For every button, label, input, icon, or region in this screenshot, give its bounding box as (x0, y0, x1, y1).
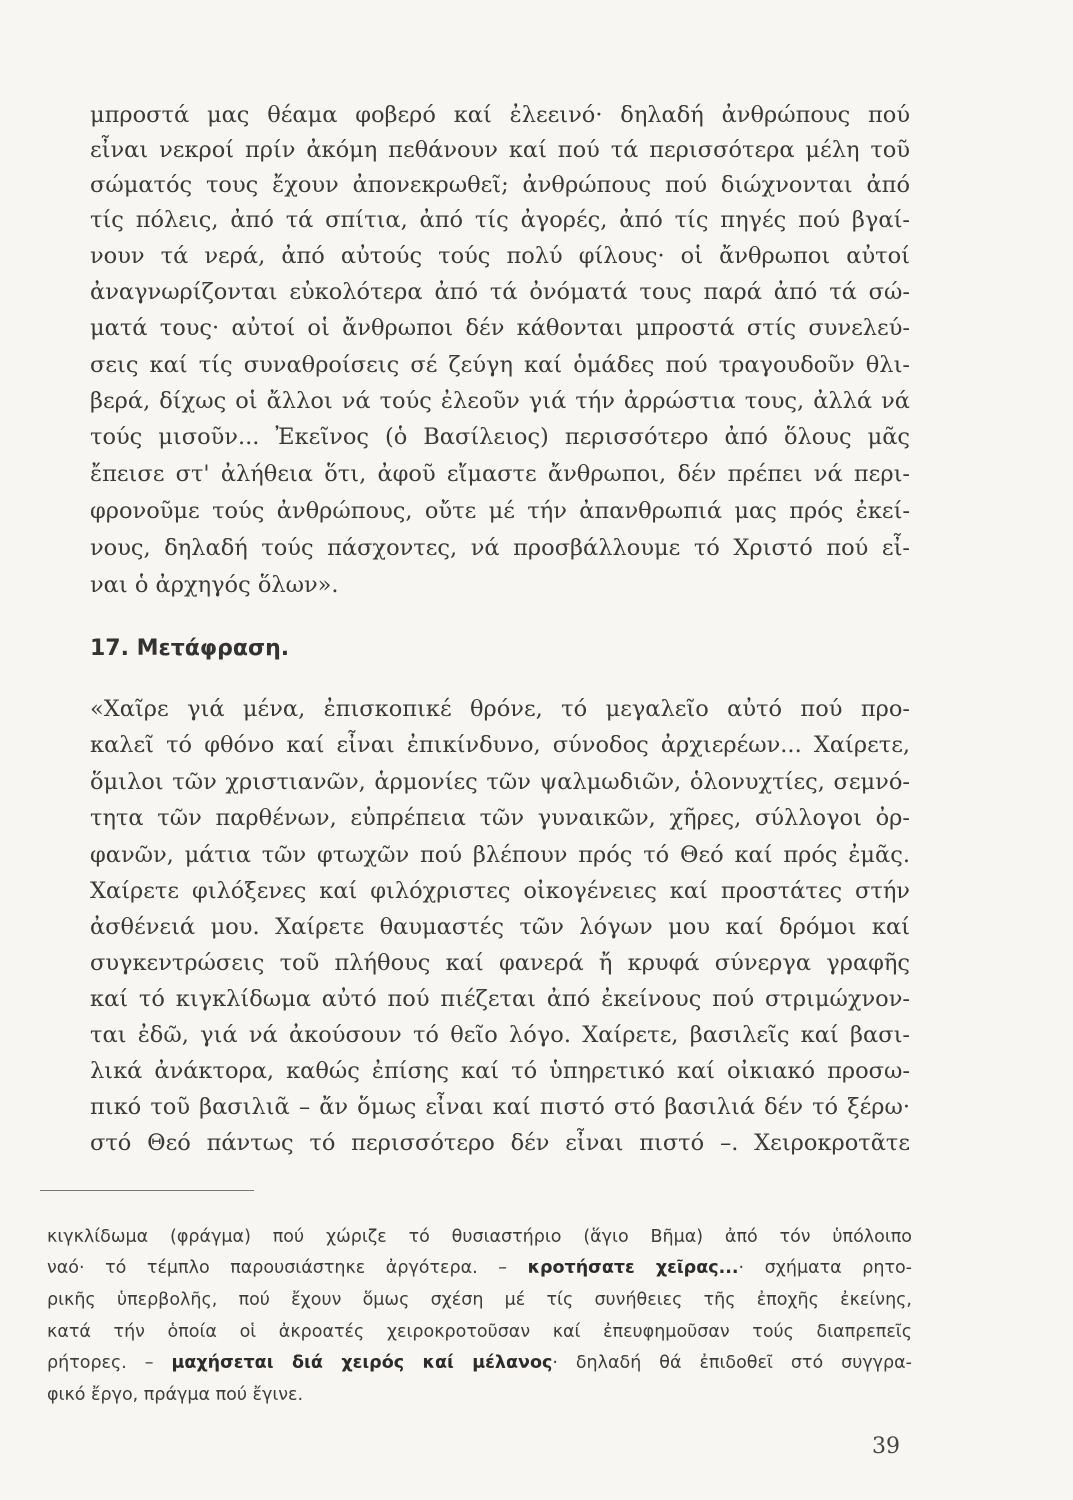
text-line: τούς μισοῦν... Ἐκεῖνος (ὁ Βασίλειος) περισσότερο ἀπό ὅλους μᾶς (90, 424, 910, 450)
text-line: καλεῖ τό φθόνο καί εἶναι ἐπικίνδυνο, σύνοδος ἀρχιερέων... Χαίρετε, (90, 732, 910, 758)
footnote-line: κατά τήν ὁποία οἱ ἀκροατές χειροκροτοῦσαν καί ἐπευφημοῦσαν τούς διαπρεπεῖς (47, 1322, 912, 1342)
text-line: νους, δηλαδή τούς πάσχοντες, νά προσβάλλουμε τό Χριστό πού εἶ- (90, 535, 910, 561)
text-line: ναι ὁ ἀρχηγός ὅλων». (90, 572, 339, 598)
text-line: φρονοῦμε τούς ἀνθρώπους, οὔτε μέ τήν ἀπανθρωπιά μας πρός ἐκεί- (90, 498, 910, 524)
text-line: ἔπεισε στ' ἀλήθεια ὅτι, ἀφοῦ εἴμαστε ἄνθρωποι, δέν πρέπει νά περι- (90, 461, 910, 487)
text-line: μπροστά μας θέαμα φοβερό καί ἐλεεινό· δηλαδή ἀνθρώπους πού (90, 102, 910, 128)
footnote-divider (40, 1190, 254, 1191)
text-line: ἀσθένειά μου. Χαίρετε θαυμαστές τῶν λόγων μου καί δρόμοι καί (90, 914, 910, 940)
text-line: Χαίρετε φιλόξενες καί φιλόχριστες οἰκογένειες καί προστάτες στήν (90, 878, 910, 904)
text-line: «Χαῖρε γιά μένα, ἐπισκοπικέ θρόνε, τό μεγαλεῖο αὐτό πού προ- (90, 696, 910, 722)
footnote-line: φικό ἔργο, πράγμα πού ἔγινε. (47, 1385, 304, 1405)
text-line: σεις καί τίς συναθροίσεις σέ ζεύγη καί ὁμάδες πού τραγουδοῦν θλι- (90, 352, 910, 378)
text-line: τητα τῶν παρθένων, εὐπρέπεια τῶν γυναικῶν, χῆρες, σύλλογοι ὀρ- (90, 805, 910, 831)
text-line: βερά, δίχως οἱ ἄλλοι νά τούς ἐλεοῦν γιά τήν ἀρρώστια τους, ἀλλά νά (90, 388, 910, 414)
text-line: καί τό κιγκλίδωμα αὐτό πού πιέζεται ἀπό ἐκείνους πού στριμώχνον- (90, 986, 910, 1012)
text-line: φανῶν, μάτια τῶν φτωχῶν πού βλέπουν πρός τό Θεό καί πρός ἐμᾶς. (90, 842, 910, 868)
footnote-term: μαχήσεται διά χειρός καί μέλανος (171, 1353, 553, 1373)
page-number: 39 (872, 1434, 900, 1459)
footnote-term: κροτήσατε χεῖρας... (527, 1258, 739, 1278)
text-line: νουν τά νερά, ἀπό αὐτούς τούς πολύ φίλους· οἱ ἄνθρωποι αὐτοί (90, 243, 910, 269)
text-line: ἀναγνωρίζονται εὐκολότερα ἀπό τά ὀνόματά τους παρά ἀπό τά σώ- (90, 279, 910, 305)
text-line: τίς πόλεις, ἀπό τά σπίτια, ἀπό τίς ἀγορές, ἀπό τίς πηγές πού βγαί- (90, 207, 910, 233)
text-line: εἶναι νεκροί πρίν ἀκόμη πεθάνουν καί πού τά περισσότερα μέλη τοῦ (90, 137, 910, 163)
footnote-line: ρήτορες. – μαχήσεται διά χειρός καί μέλανος· δηλαδή θά ἐπιδοθεῖ στό συγγρα- (47, 1353, 912, 1373)
section-heading: 17. Μετάφραση. (90, 636, 290, 661)
text-line: ὅμιλοι τῶν χριστιανῶν, ἁρμονίες τῶν ψαλμωδιῶν, ὁλονυχτίες, σεμνό- (90, 769, 910, 795)
text-line: ται ἐδῶ, γιά νά ἀκούσουν τό θεῖο λόγο. Χαίρετε, βασιλεῖς καί βασι- (90, 1022, 910, 1048)
text-line: σώματός τους ἔχουν ἀπονεκρωθεῖ; ἀνθρώπους πού διώχνονται ἀπό (90, 172, 910, 198)
footnote-line: ρικῆς ὑπερβολῆς, πού ἔχουν ὅμως σχέση μέ τίς συνήθειες τῆς ἐποχῆς ἐκείνης, (47, 1290, 912, 1310)
text-line: ματά τους· αὐτοί οἱ ἄνθρωποι δέν κάθονται μπροστά στίς συνελεύ- (90, 315, 910, 341)
footnote-line: κιγκλίδωμα (φράγμα) πού χώριζε τό θυσιαστήριο (ἅγιο Βῆμα) ἀπό τόν ὑπόλοιπο (47, 1227, 912, 1247)
footnote-line: ναό· τό τέμπλο παρουσιάστηκε ἀργότερα. – κροτήσατε χεῖρας...· σχήματα ρητο- (47, 1258, 913, 1278)
text-line: πικό τοῦ βασιλιᾶ – ἄν ὅμως εἶναι καί πιστό στό βασιλιά δέν τό ξέρω· (90, 1094, 910, 1120)
text-line: λικά ἀνάκτορα, καθώς ἐπίσης καί τό ὑπηρετικό καί οἰκιακό προσω- (90, 1058, 910, 1084)
text-line: στό Θεό πάντως τό περισσότερο δέν εἶναι πιστό –. Χειροκροτᾶτε (90, 1130, 910, 1156)
text-line: συγκεντρώσεις τοῦ πλήθους καί φανερά ἤ κρυφά σύνεργα γραφῆς (90, 950, 910, 976)
